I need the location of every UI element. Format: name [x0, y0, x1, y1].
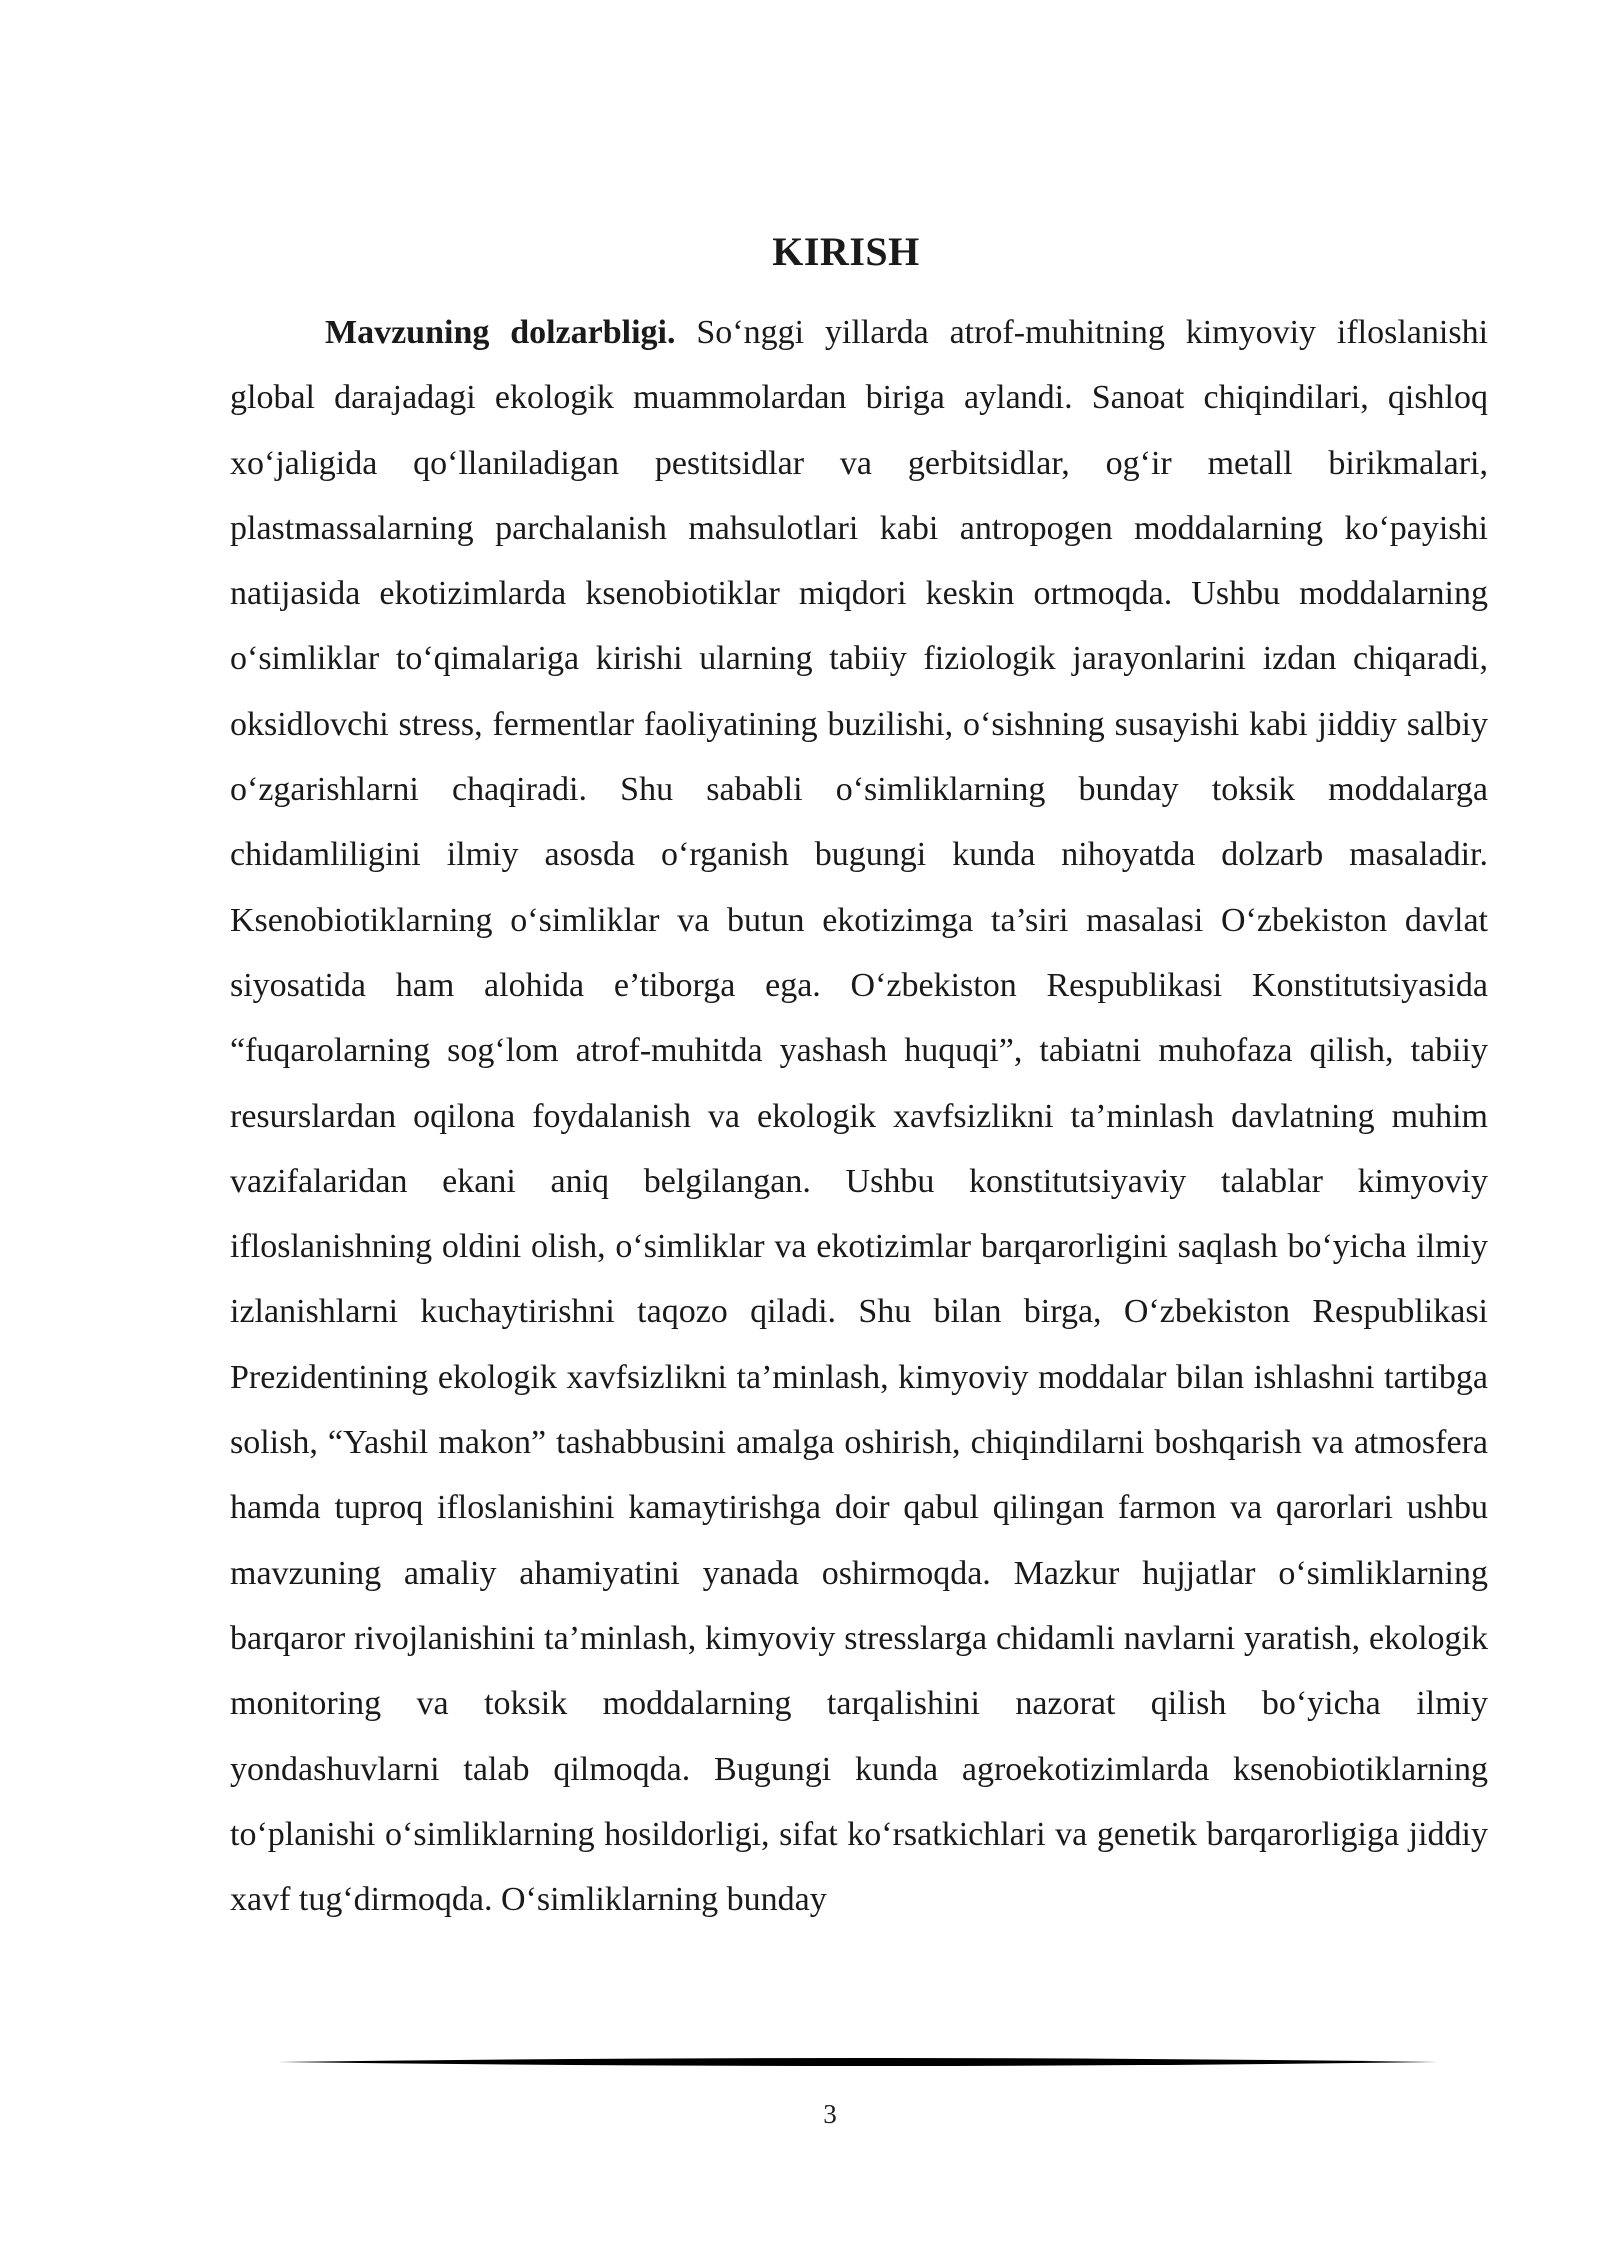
page-number: 3 — [823, 2099, 837, 2129]
page-title: KIRISH — [772, 229, 920, 274]
paragraph-text: So‘nggi yillarda atrof-muhitning kimyoviy ifloslanishi global darajadagi ekologik muammolardan biriga aylandi. Sanoat chiqindilari, qishloq xo‘jaligida qo‘llaniladigan pestitsidlar va gerbitsidlar, og‘ir metall birikmalari, plastmassalarning parchalanish mahsulotlari kabi antropogen moddalarning ko‘payishi natijasida ekotizimlarda ksenobiotiklar miqdori keskin ortmoqda. Ushbu moddalarning o‘simliklar to‘qimalariga kirishi ularning tabiiy fiziologik jarayonlarini izdan chiqaradi, oksidlovchi stress, fermentlar faoliyatining buzilishi, o‘sishning susayishi kabi jiddiy salbiy o‘zgarishlarni chaqiradi. Shu sababli o‘simliklarning bunday toksik moddalarga chidamliligini ilmiy asosda o‘rganish bugungi kunda nihoyatda dolzarb masaladir. Ksenobiotiklarning o‘simliklar va butun ekotizimga ta’siri masalasi O‘zbekiston davlat siyosatida ham alohida e’tiborga ega. O‘zbekiston Respublikasi Konstitutsiyasida “fuqarolarning sog‘lom atrof-muhitda yashash huquqi”, tabiatni muhofaza qilish, tabiiy resurslardan oqilona foydalanish va ekologik xavfsizlikni ta’minlash davlatning muhim vazifalaridan ekani aniq belgilangan. Ushbu konstitutsiyaviy talablar kimyoviy ifloslanishning oldini olish, o‘simliklar va ekotizimlar barqarorligini saqlash bo‘yicha ilmiy izlanishlarni kuchaytirishni taqozo qiladi. Shu bilan birga, O‘zbekiston Respublikasi Prezidentining ekologik xavfsizlikni ta’minlash, kimyoviy moddalar bilan ishlashni tartibga solish, “Yashil makon” tashabbusini amalga oshirish, chiqindilarni boshqarish va atmosfera hamda tuproq ifloslanishini kamaytirishga doir qabul qilingan farmon va qarorlari ushbu mavzuning amaliy ahamiyatini yanada oshirmoqda. Mazkur hujjatlar o‘simliklarning barqaror rivojlanishini ta’minlash, kimyoviy stresslarga chidamli navlarni yaratish, ekologik monitoring va toksik moddalarning tarqalishini nazorat qilish bo‘yicha ilmiy yondashuvlarni talab qilmoqda. Bugungi kunda agroekotizimlarda ksenobiotiklarning to‘planishi o‘simliklarning hosildorligi, sifat ko‘rsatkichlari va genetik barqarorligiga jiddiy xavf tug‘dirmoqda. O‘simliklarning bunday — [230, 314, 1489, 1919]
footer-divider — [278, 2054, 1438, 2070]
section-lead-heading: Mavzuning dolzarbligi. — [325, 314, 676, 351]
body-paragraph — [230, 300, 1488, 1932]
